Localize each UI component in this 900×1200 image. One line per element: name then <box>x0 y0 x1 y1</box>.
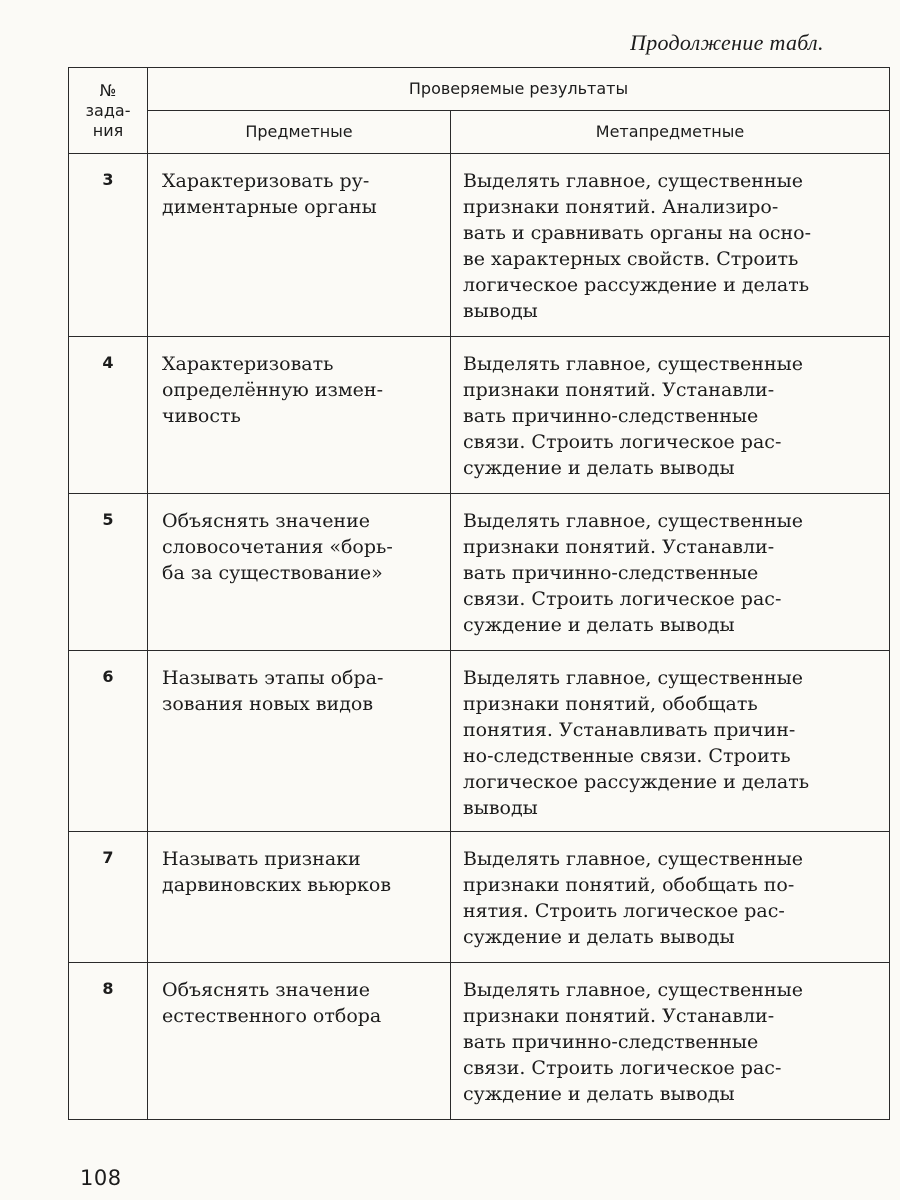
metasubject-result-line: признаки понятий. Устанавли- <box>463 1005 775 1027</box>
subject-results-header: Предметные <box>148 111 451 154</box>
task-number-header-line: ния <box>92 120 124 140</box>
subject-result-cell <box>148 832 451 963</box>
subject-result-line: Объяснять значение <box>162 979 371 1001</box>
subject-result-line: определённую измен- <box>162 379 383 401</box>
metasubject-result-line: связи. Строить логическое рас- <box>463 588 782 610</box>
metasubject-result-cell <box>451 963 890 1120</box>
metasubject-result-line: признаки понятий. Устанавли- <box>463 536 775 558</box>
metasubject-result-line: Выделять главное, существенные <box>463 667 803 689</box>
subject-result-cell <box>148 651 451 832</box>
metasubject-result-line: но-следственные связи. Строить <box>463 745 791 767</box>
metasubject-result-line: понятия. Устанавливать причин- <box>463 719 796 741</box>
task-number-header <box>69 68 148 154</box>
metasubject-result-line: выводы <box>463 300 538 322</box>
task-number: 8 <box>69 963 148 1120</box>
metasubject-result-line: Выделять главное, существенные <box>463 979 803 1001</box>
metasubject-result-cell <box>451 154 890 337</box>
metasubject-result-line: связи. Строить логическое рас- <box>463 431 782 453</box>
table-row <box>69 494 890 651</box>
subject-result-line: естественного отбора <box>162 1005 382 1027</box>
task-number: 3 <box>69 154 148 337</box>
table-body <box>69 154 890 1120</box>
metasubject-results-header: Метапредметные <box>451 111 890 154</box>
metasubject-result-line: Выделять главное, существенные <box>463 848 803 870</box>
task-number: 5 <box>69 494 148 651</box>
metasubject-result-line: логическое рассуждение и делать <box>463 771 810 793</box>
subject-result-line: Называть признаки <box>162 848 361 870</box>
subject-result-line: Характеризовать <box>162 353 334 375</box>
table-continuation-label: Продолжение табл. <box>630 30 824 55</box>
metasubject-result-line: суждение и делать выводы <box>463 926 735 948</box>
metasubject-result-line: Выделять главное, существенные <box>463 353 803 375</box>
metasubject-result-cell <box>451 494 890 651</box>
table-row <box>69 154 890 337</box>
table-row <box>69 832 890 963</box>
metasubject-result-line: суждение и делать выводы <box>463 1083 735 1105</box>
metasubject-result-cell <box>451 337 890 494</box>
page-number: 108 <box>80 1166 122 1190</box>
metasubject-result-line: признаки понятий. Анализиро- <box>463 196 779 218</box>
subject-result-line: словосочетания «борь- <box>162 536 393 558</box>
subject-result-line: Называть этапы обра- <box>162 667 384 689</box>
metasubject-result-line: признаки понятий, обобщать <box>463 693 758 715</box>
table-row <box>69 337 890 494</box>
subject-result-line: чивость <box>162 405 241 427</box>
metasubject-result-line: нятия. Строить логическое рас- <box>463 900 785 922</box>
metasubject-result-line: признаки понятий, обобщать по- <box>463 874 795 896</box>
task-number: 4 <box>69 337 148 494</box>
task-number: 7 <box>69 832 148 963</box>
task-number-header-line: зада- <box>85 100 131 120</box>
metasubject-result-line: суждение и делать выводы <box>463 457 735 479</box>
metasubject-result-line: Выделять главное, существенные <box>463 170 803 192</box>
metasubject-result-cell <box>451 651 890 832</box>
subject-result-line: диментарные органы <box>162 196 377 218</box>
metasubject-result-line: вать причинно-следственные <box>463 405 759 427</box>
metasubject-result-line: ве характерных свойств. Строить <box>463 248 799 270</box>
subject-result-line: Характеризовать ру- <box>162 170 370 192</box>
metasubject-result-line: Выделять главное, существенные <box>463 510 803 532</box>
results-table <box>68 67 890 1120</box>
metasubject-result-line: логическое рассуждение и делать <box>463 274 810 296</box>
table-row <box>69 963 890 1120</box>
metasubject-result-line: выводы <box>463 797 538 819</box>
metasubject-result-line: связи. Строить логическое рас- <box>463 1057 782 1079</box>
metasubject-result-cell <box>451 832 890 963</box>
table-row <box>69 651 890 832</box>
metasubject-result-line: признаки понятий. Устанавли- <box>463 379 775 401</box>
task-number-header-line: № <box>99 80 117 100</box>
subject-result-line: ба за существование» <box>162 562 383 584</box>
metasubject-result-line: вать причинно-следственные <box>463 562 759 584</box>
metasubject-result-line: суждение и делать выводы <box>463 614 735 636</box>
subject-result-line: Объяснять значение <box>162 510 371 532</box>
subject-result-line: дарвиновских вьюрков <box>162 874 392 896</box>
subject-result-cell <box>148 154 451 337</box>
task-number: 6 <box>69 651 148 832</box>
subject-result-cell <box>148 337 451 494</box>
subject-result-line: зования новых видов <box>162 693 374 715</box>
subject-result-cell <box>148 963 451 1120</box>
metasubject-result-line: вать причинно-следственные <box>463 1031 759 1053</box>
subject-result-cell <box>148 494 451 651</box>
metasubject-result-line: вать и сравнивать органы на осно- <box>463 222 812 244</box>
results-header: Проверяемые результаты <box>148 68 890 111</box>
